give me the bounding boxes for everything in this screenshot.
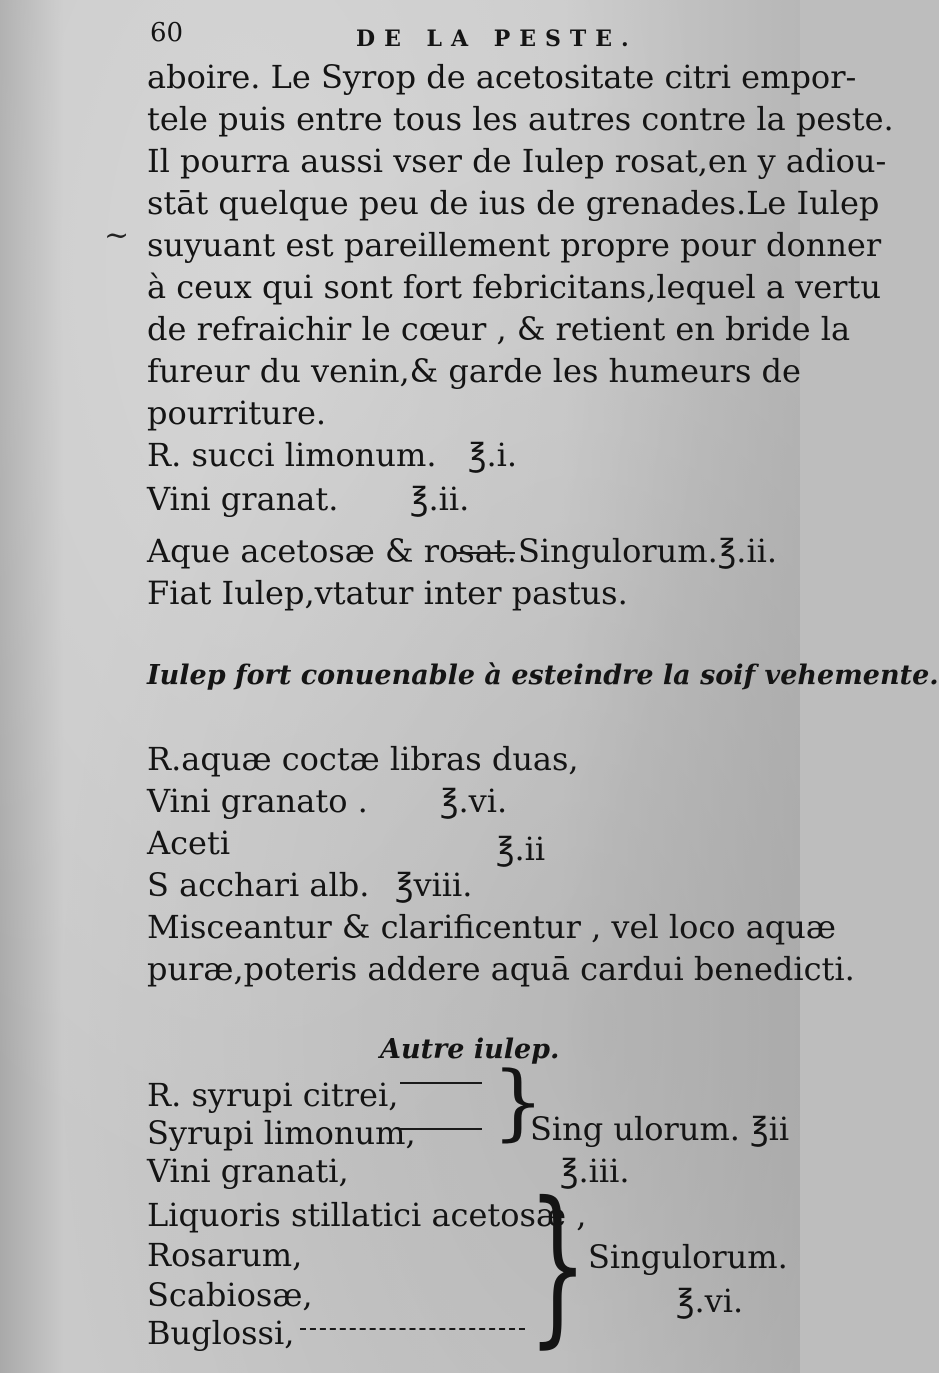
body-line-3: Il pourra aussi vser de Iulep rosat,en y adiou-: [147, 142, 887, 180]
leader-dash: [455, 552, 515, 554]
brace-icon: }: [492, 1055, 545, 1150]
section2-ingredient-2: Vini granato .: [147, 782, 368, 820]
section3-group2-item-1: Liquoris stillatici acetosæ ,: [147, 1196, 587, 1234]
section2-dose-2: ℥.vi.: [440, 782, 508, 820]
section3-group1-item-2: Syrupi limonum,: [147, 1114, 416, 1152]
section3-group1-dose: Sing ulorum. ℥ii: [530, 1110, 790, 1148]
recipe1-instruction: Fiat Iulep,vtatur inter pastus.: [147, 574, 628, 612]
page-number: 60: [150, 18, 184, 48]
section3-group2-item-3: Scabiosæ,: [147, 1276, 313, 1314]
body-line-7: de refraichir le cœur , & retient en bride la: [147, 310, 851, 348]
section2-ingredient-1: R.aquæ coctæ libras duas,: [147, 740, 579, 778]
leader-dash: [400, 1128, 482, 1130]
body-line-4: stāt quelque peu de ius de grenades.Le Iulep: [147, 184, 880, 222]
section2-dose-3: ℥.ii: [496, 830, 546, 868]
section2-text-2: puræ,poteris addere aquā cardui benedicti.: [147, 950, 855, 988]
section2-ingredient-4: S acchari alb.: [147, 866, 370, 904]
brace-icon: }: [528, 1166, 588, 1364]
body-line-1: aboire. Le Syrop de acetositate citri empor-: [147, 58, 857, 96]
section2-ingredient-3: Aceti: [147, 824, 231, 862]
section2-dose-4: ℥viii.: [395, 866, 473, 904]
section3-group2-dose-value: ℥.vi.: [676, 1282, 744, 1320]
section3-group2-dose-label: Singulorum.: [588, 1238, 788, 1276]
body-line-6: à ceux qui sont fort febricitans,lequel a vertu: [147, 268, 881, 306]
section3-single-dose: ℥.iii.: [560, 1152, 630, 1190]
running-head: DE LA PESTE.: [356, 26, 638, 52]
section3-group2-item-2: Rosarum,: [147, 1236, 303, 1274]
body-line-5: suyuant est pareillement propre pour donner: [147, 226, 882, 264]
body-line-9: pourriture.: [147, 394, 327, 432]
section3-single-name: Vini granati,: [147, 1152, 349, 1190]
leader-dash: [300, 1328, 525, 1330]
body-line-2: tele puis entre tous les autres contre la peste.: [147, 100, 894, 138]
recipe1-dose-1: ℥.i.: [468, 436, 518, 474]
recipe1-ingredient-2: Vini granat.: [147, 480, 339, 518]
section3-title: Autre iulep.: [380, 1034, 560, 1065]
section2-text-1: Misceantur & clarificentur , vel loco aquæ: [147, 908, 836, 946]
section3-group2-item-4: Buglossi,: [147, 1314, 295, 1352]
body-line-8: fureur du venin,& garde les humeurs de: [147, 352, 801, 390]
recipe1-dose-3: Singulorum.℥.ii.: [518, 532, 778, 570]
recipe1-ingredient-3: Aque acetosæ & rosat.: [147, 532, 517, 570]
section3-group1-item-1: R. syrupi citrei,: [147, 1076, 399, 1114]
leader-dash: [400, 1082, 482, 1084]
section2-title: Iulep fort conuenable à esteindre la soif vehemente.: [147, 660, 939, 691]
recipe1-dose-2: ℥.ii.: [410, 480, 470, 518]
recipe1-ingredient-1: R. succi limonum.: [147, 436, 437, 474]
margin-mark: ~: [104, 218, 130, 253]
